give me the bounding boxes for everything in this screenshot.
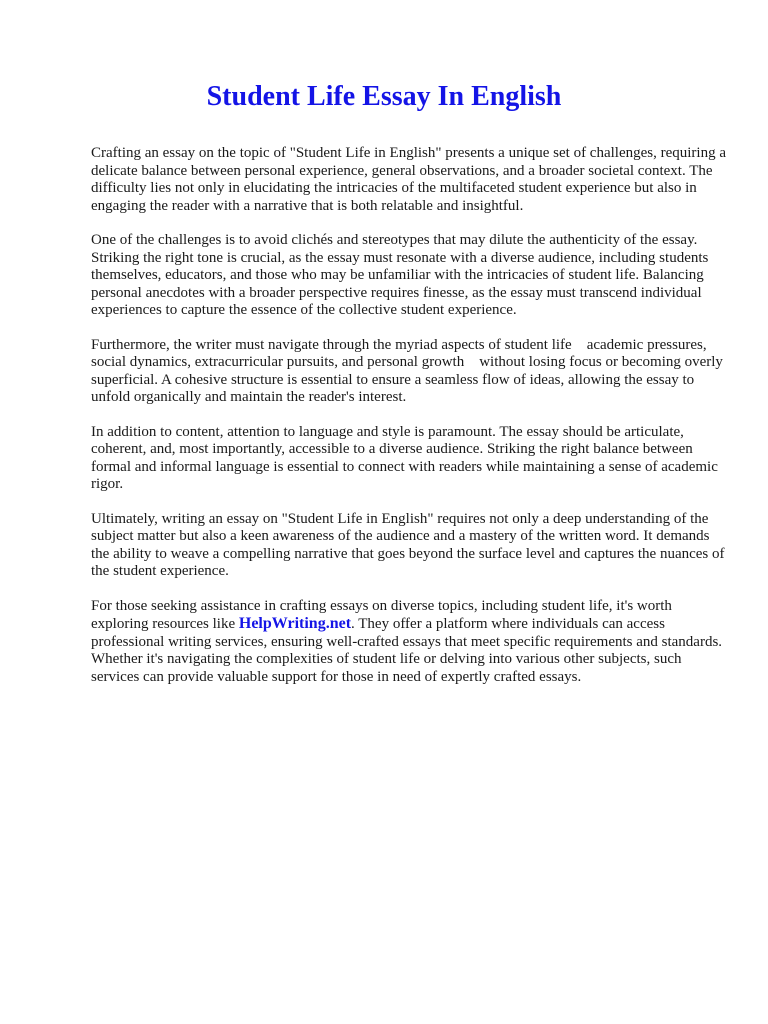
paragraph-1: Crafting an essay on the topic of "Student Life in English" presents a unique set of challenges, requiring a delicate balance between personal experience, general observations, and a broader societal context. The difficulty lies not only in elucidating the intricacies of the multifaceted student experience but also in engaging the reader with a narrative that is both relatable and insightful. <box>91 145 727 214</box>
essay-body <box>91 145 727 703</box>
paragraph-6 <box>91 598 727 687</box>
paragraph-5: Ultimately, writing an essay on "Student Life in English" requires not only a deep understanding of the subject matter but also a keen awareness of the audience and a mastery of the written word. It demands the ability to weave a compelling narrative that goes beyond the surface level and captures the nuances of the student experience. <box>91 510 725 579</box>
page-title: Student Life Essay In English <box>206 81 562 112</box>
helpwriting-link[interactable]: HelpWriting.net <box>238 615 352 632</box>
paragraph-4: In addition to content, attention to language and style is paramount. The essay should be articulate, coherent, and, most importantly, accessible to a diverse audience. Striking the right balance between formal and informal language is essential to connect with readers while maintaining a sense of academic rigor. <box>91 423 718 492</box>
paragraph-6-after-link: . They offer a platform where individuals can access professional writing services, ensuring well-crafted essays that meet specific requirements and standards. Whether it's navigating the complexities of student life or delving into various other subjects, such services can provide valuable support for those in need of expertly crafted essays. <box>91 616 723 685</box>
paragraph-2: One of the challenges is to avoid clichés and stereotypes that may dilute the authenticity of the essay. Striking the right tone is crucial, as the essay must resonate with a diverse audience, including students themselves, educators, and those who may be unfamiliar with the intricacies of student life. Balancing personal anecdotes with a broader perspective requires finesse, as the essay must transcend individual experiences to capture the essence of the collective student experience. <box>91 232 709 318</box>
paragraph-3: Furthermore, the writer must navigate through the myriad aspects of student life academic pressures, social dynamics, extracurricular pursuits, and personal growth without losing focus or becoming overly superficial. A cohesive structure is essential to ensure a seamless flow of ideas, allowing the essay to unfold organically and maintain the reader's interest. <box>91 336 727 405</box>
paragraph-6-before-link: For those seeking assistance in crafting essays on diverse topics, including student life, it's worth exploring resources like <box>91 597 672 632</box>
